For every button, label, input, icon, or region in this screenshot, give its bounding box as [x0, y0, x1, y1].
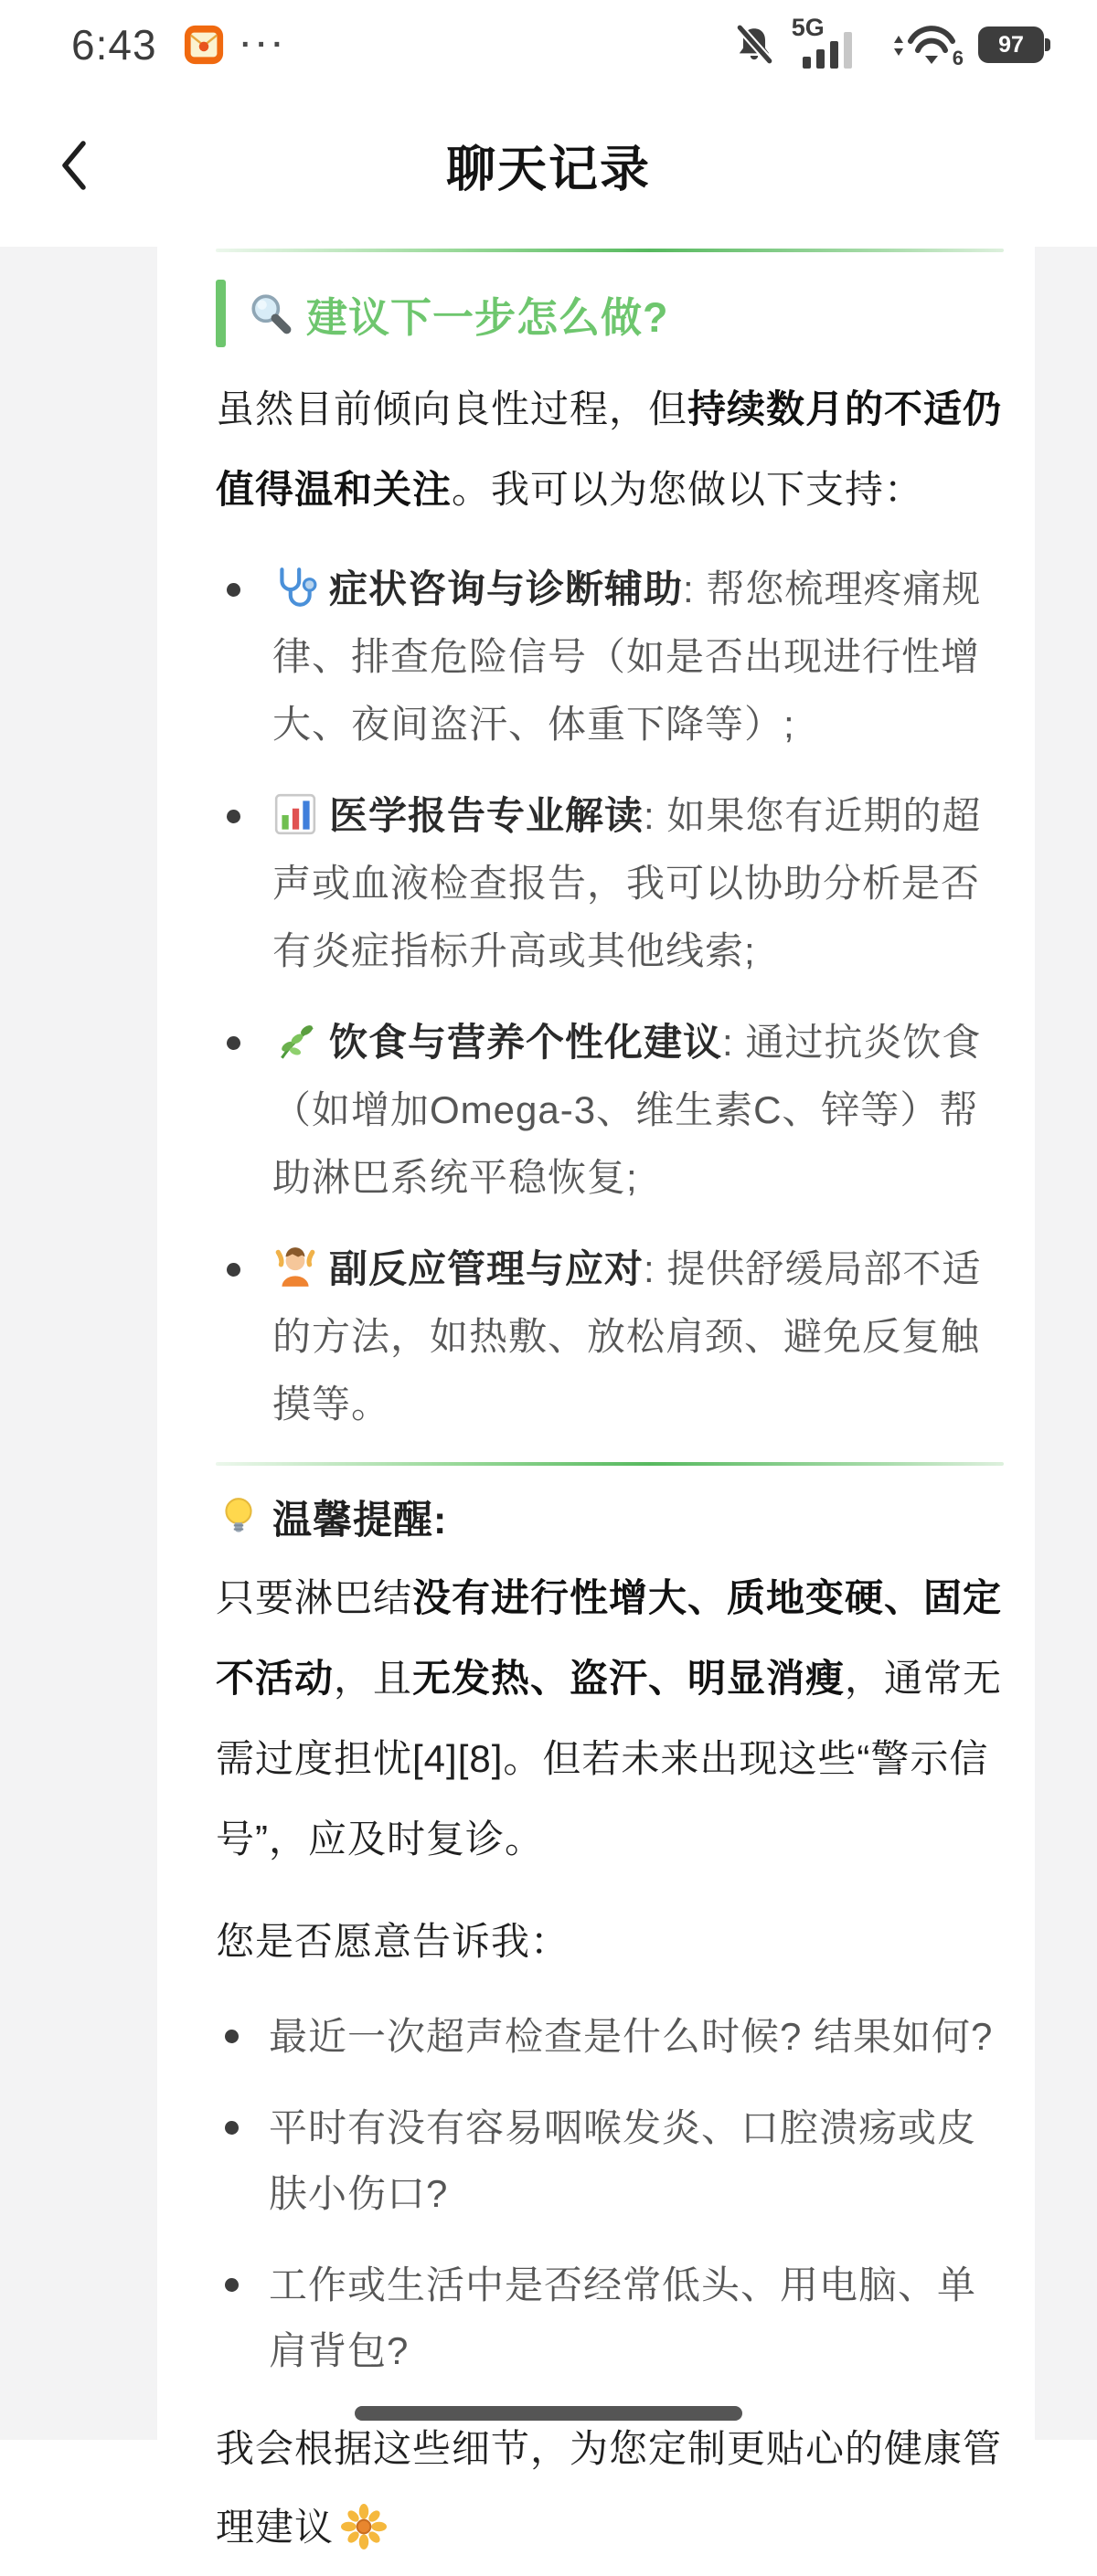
chat-header [0, 84, 1097, 247]
back-button[interactable] [57, 138, 93, 193]
intro-paragraph: 虽然目前倾向良性过程，但持续数月的不适仍值得温和关注。我可以为您做以下支持： [216, 387, 1003, 511]
notification-app-icon [183, 24, 225, 66]
massage-icon [272, 1244, 318, 1289]
cell-signal-icon [790, 14, 874, 72]
question-list [216, 2004, 1004, 2384]
status-bar [0, 0, 1097, 84]
list-item: 工作或生活中是否经常低头、用电脑、单肩背包? [216, 2253, 1004, 2384]
list-item: 医学报告专业解读: 如果您有近期的超声或血液检查报告，我可以协助分析是否有炎症指标升高或其他线索; [216, 782, 1004, 985]
list-item: 症状咨询与诊断辅助: 帮您梳理疼痛规律、排查危险信号（如是否出现进行性增大、夜间盗汗、体重下降等）; [216, 556, 1004, 758]
assistant-message [157, 247, 1035, 2549]
stethoscope-icon [272, 564, 318, 610]
list-item: 饮食与营养个性化建议: 通过抗炎饮食（如增加Omega-3、维生素C、锌等）帮助淋巴系统平稳恢复; [216, 1009, 1004, 1212]
section-divider [216, 1462, 1004, 1466]
wifi-icon [889, 21, 964, 69]
chevron-left-icon [57, 138, 90, 193]
closing-paragraph: 我会根据这些细节，为您定制更贴心的健康管理建议 [216, 2427, 1003, 2549]
notification-overflow-dots: ··· [240, 27, 289, 62]
list-item: 平时有没有容易咽喉发炎、口腔溃疡或皮肤小伤口? [216, 2095, 1004, 2227]
section-heading-text: 建议下一步怎么做? [306, 293, 669, 341]
light-bulb-icon [216, 1495, 261, 1541]
bar-chart-icon [272, 790, 318, 836]
home-indicator[interactable] [355, 2406, 742, 2421]
muted-bell-icon [733, 24, 775, 66]
list-item: 最近一次超声检查是什么时候? 结果如何? [216, 2004, 1004, 2070]
blossom-icon [341, 2497, 387, 2543]
herb-icon [272, 1017, 318, 1063]
network-type-label: 5G [791, 14, 825, 41]
ask-intro: 您是否愿意告诉我： [216, 1920, 570, 1963]
status-icons [733, 14, 1044, 72]
list-item: 副反应管理与应对: 提供舒缓局部不适的方法，如热敷、放松肩颈、避免反复触摸等。 [216, 1235, 1004, 1438]
tip-heading [216, 1489, 1004, 1545]
section-divider-top [216, 249, 1004, 252]
chat-scroll-area[interactable] [0, 247, 1097, 2549]
battery-percent: 97 [998, 31, 1024, 58]
tip-heading-text: 温馨提醒: [272, 1499, 448, 1542]
battery-icon [978, 27, 1044, 63]
section-heading [216, 280, 1004, 347]
clock-time: 6:43 [71, 21, 157, 69]
support-list [216, 556, 1004, 1438]
page-title: 聊天记录 [446, 142, 651, 197]
warning-paragraph: 只要淋巴结没有进行性增大、质地变硬、固定不活动，且无发热、盗汗、明显消瘦，通常无需过度担忧[4][8]。但若未来出现这些“警示信号”，应及时复诊。 [216, 1576, 1003, 1860]
wifi-generation-label: 6 [952, 47, 964, 69]
green-accent-bar [216, 280, 226, 347]
magnifier-icon [248, 291, 293, 336]
